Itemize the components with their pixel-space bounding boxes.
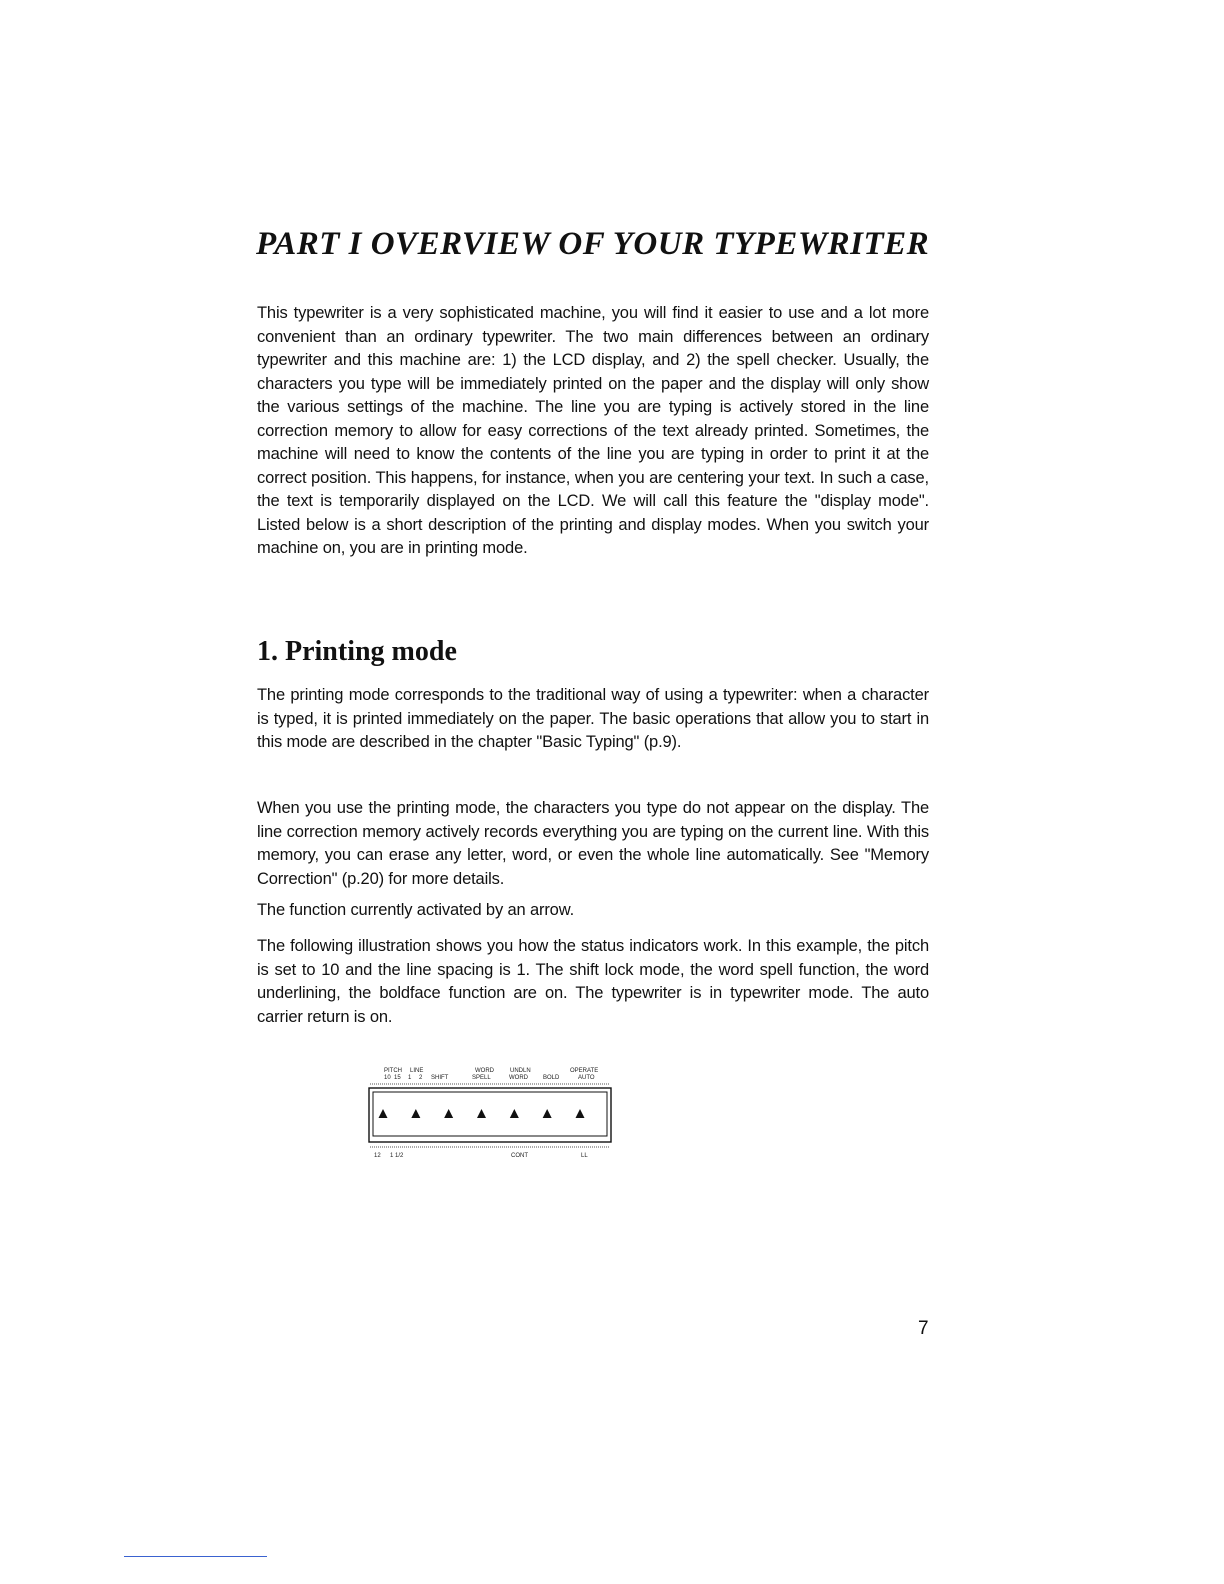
label-line-1-1-2: 1 1/2 — [390, 1153, 404, 1159]
printing-mode-paragraph-1: The printing mode corresponds to the traditional way of using a typewriter: when a character is typed, it is printed immediately on the paper. The basic operations that allow you to start in this mode are described in the chapter "Basic Typing" (p.9). — [257, 686, 929, 751]
label-bold: BOLD — [543, 1075, 560, 1081]
label-line: LINE — [410, 1068, 424, 1074]
label-shift: SHIFT — [431, 1075, 449, 1081]
status-indicator-illustration — [366, 1064, 616, 1164]
arrow-indicator-icon — [576, 1109, 585, 1118]
page-number: 7 — [918, 1318, 929, 1339]
lcd-display-diagram — [366, 1064, 616, 1164]
label-line-2: 2 — [419, 1075, 423, 1081]
section-heading-printing-mode: 1. Printing mode — [257, 636, 457, 667]
label-pitch-10: 10 — [384, 1075, 391, 1081]
printing-mode-paragraph-2: When you use the printing mode, the characters you type do not appear on the display. The line correction memory actively records everything you are typing on the current line. With this memory, you can erase any letter, word, or even the whole line automatically. See "Memory Correction" (p.20) for more details. — [257, 799, 929, 888]
label-auto: AUTO — [578, 1075, 595, 1081]
label-pitch: PITCH — [384, 1068, 402, 1074]
arrow-indicator-icon — [444, 1109, 453, 1118]
arrow-indicator-icon — [411, 1109, 420, 1118]
lcd-inner-frame — [373, 1092, 607, 1136]
arrow-indicators — [379, 1109, 585, 1118]
label-pitch-15: 15 — [394, 1075, 401, 1081]
label-word-group: WORD — [475, 1068, 494, 1074]
label-cont: CONT — [511, 1153, 528, 1159]
label-undln: UNDLN — [510, 1068, 531, 1074]
arrow-indicator-icon — [379, 1109, 388, 1118]
lcd-outer-frame — [369, 1088, 611, 1142]
printing-mode-paragraph-3: The function currently activated by an arrow. — [257, 901, 574, 919]
label-pitch-12: 12 — [374, 1153, 381, 1159]
label-line-1: 1 — [408, 1075, 412, 1081]
label-ll: LL — [581, 1153, 588, 1159]
arrow-indicator-icon — [543, 1109, 552, 1118]
printing-mode-paragraph-4: The following illustration shows you how the status indicators work. In this example, the pitch is set to 10 and the line spacing is 1. The shift lock mode, the word spell function, the word underlining, the boldface function are on. The typewriter is in typewriter mode. The auto carrier return is on. — [257, 937, 929, 1026]
page-title: PART I OVERVIEW OF YOUR TYPEWRITER — [256, 226, 930, 262]
arrow-indicator-icon — [510, 1109, 519, 1118]
arrow-indicator-icon — [477, 1109, 486, 1118]
label-operate: OPERATE — [570, 1068, 599, 1074]
label-word: WORD — [509, 1075, 528, 1081]
intro-paragraph: This typewriter is a very sophisticated machine, you will find it easier to use and a lot more convenient than an ordinary typewriter. The two main differences between an ordinary typewriter and this machine are: 1) the LCD display, and 2) the spell checker. Usually, the characters you type will be immediately printed on the paper and the display will only show the various settings of the machine. The line you are typing is actively stored in the line correction memory to allow for easy corrections of the text already printed. Sometimes, the machine will need to know the contents of the line you are typing in order to print it at the correct position. This happens, for instance, when you are centering your text. In such a case, the text is temporarily displayed on the LCD. We will call this feature the "display mode". Listed below is a short description of the printing and display modes. When you switch your machine on, you are in printing mode. — [257, 304, 929, 557]
footer-rule — [124, 1556, 267, 1557]
label-spell: SPELL — [472, 1075, 491, 1081]
